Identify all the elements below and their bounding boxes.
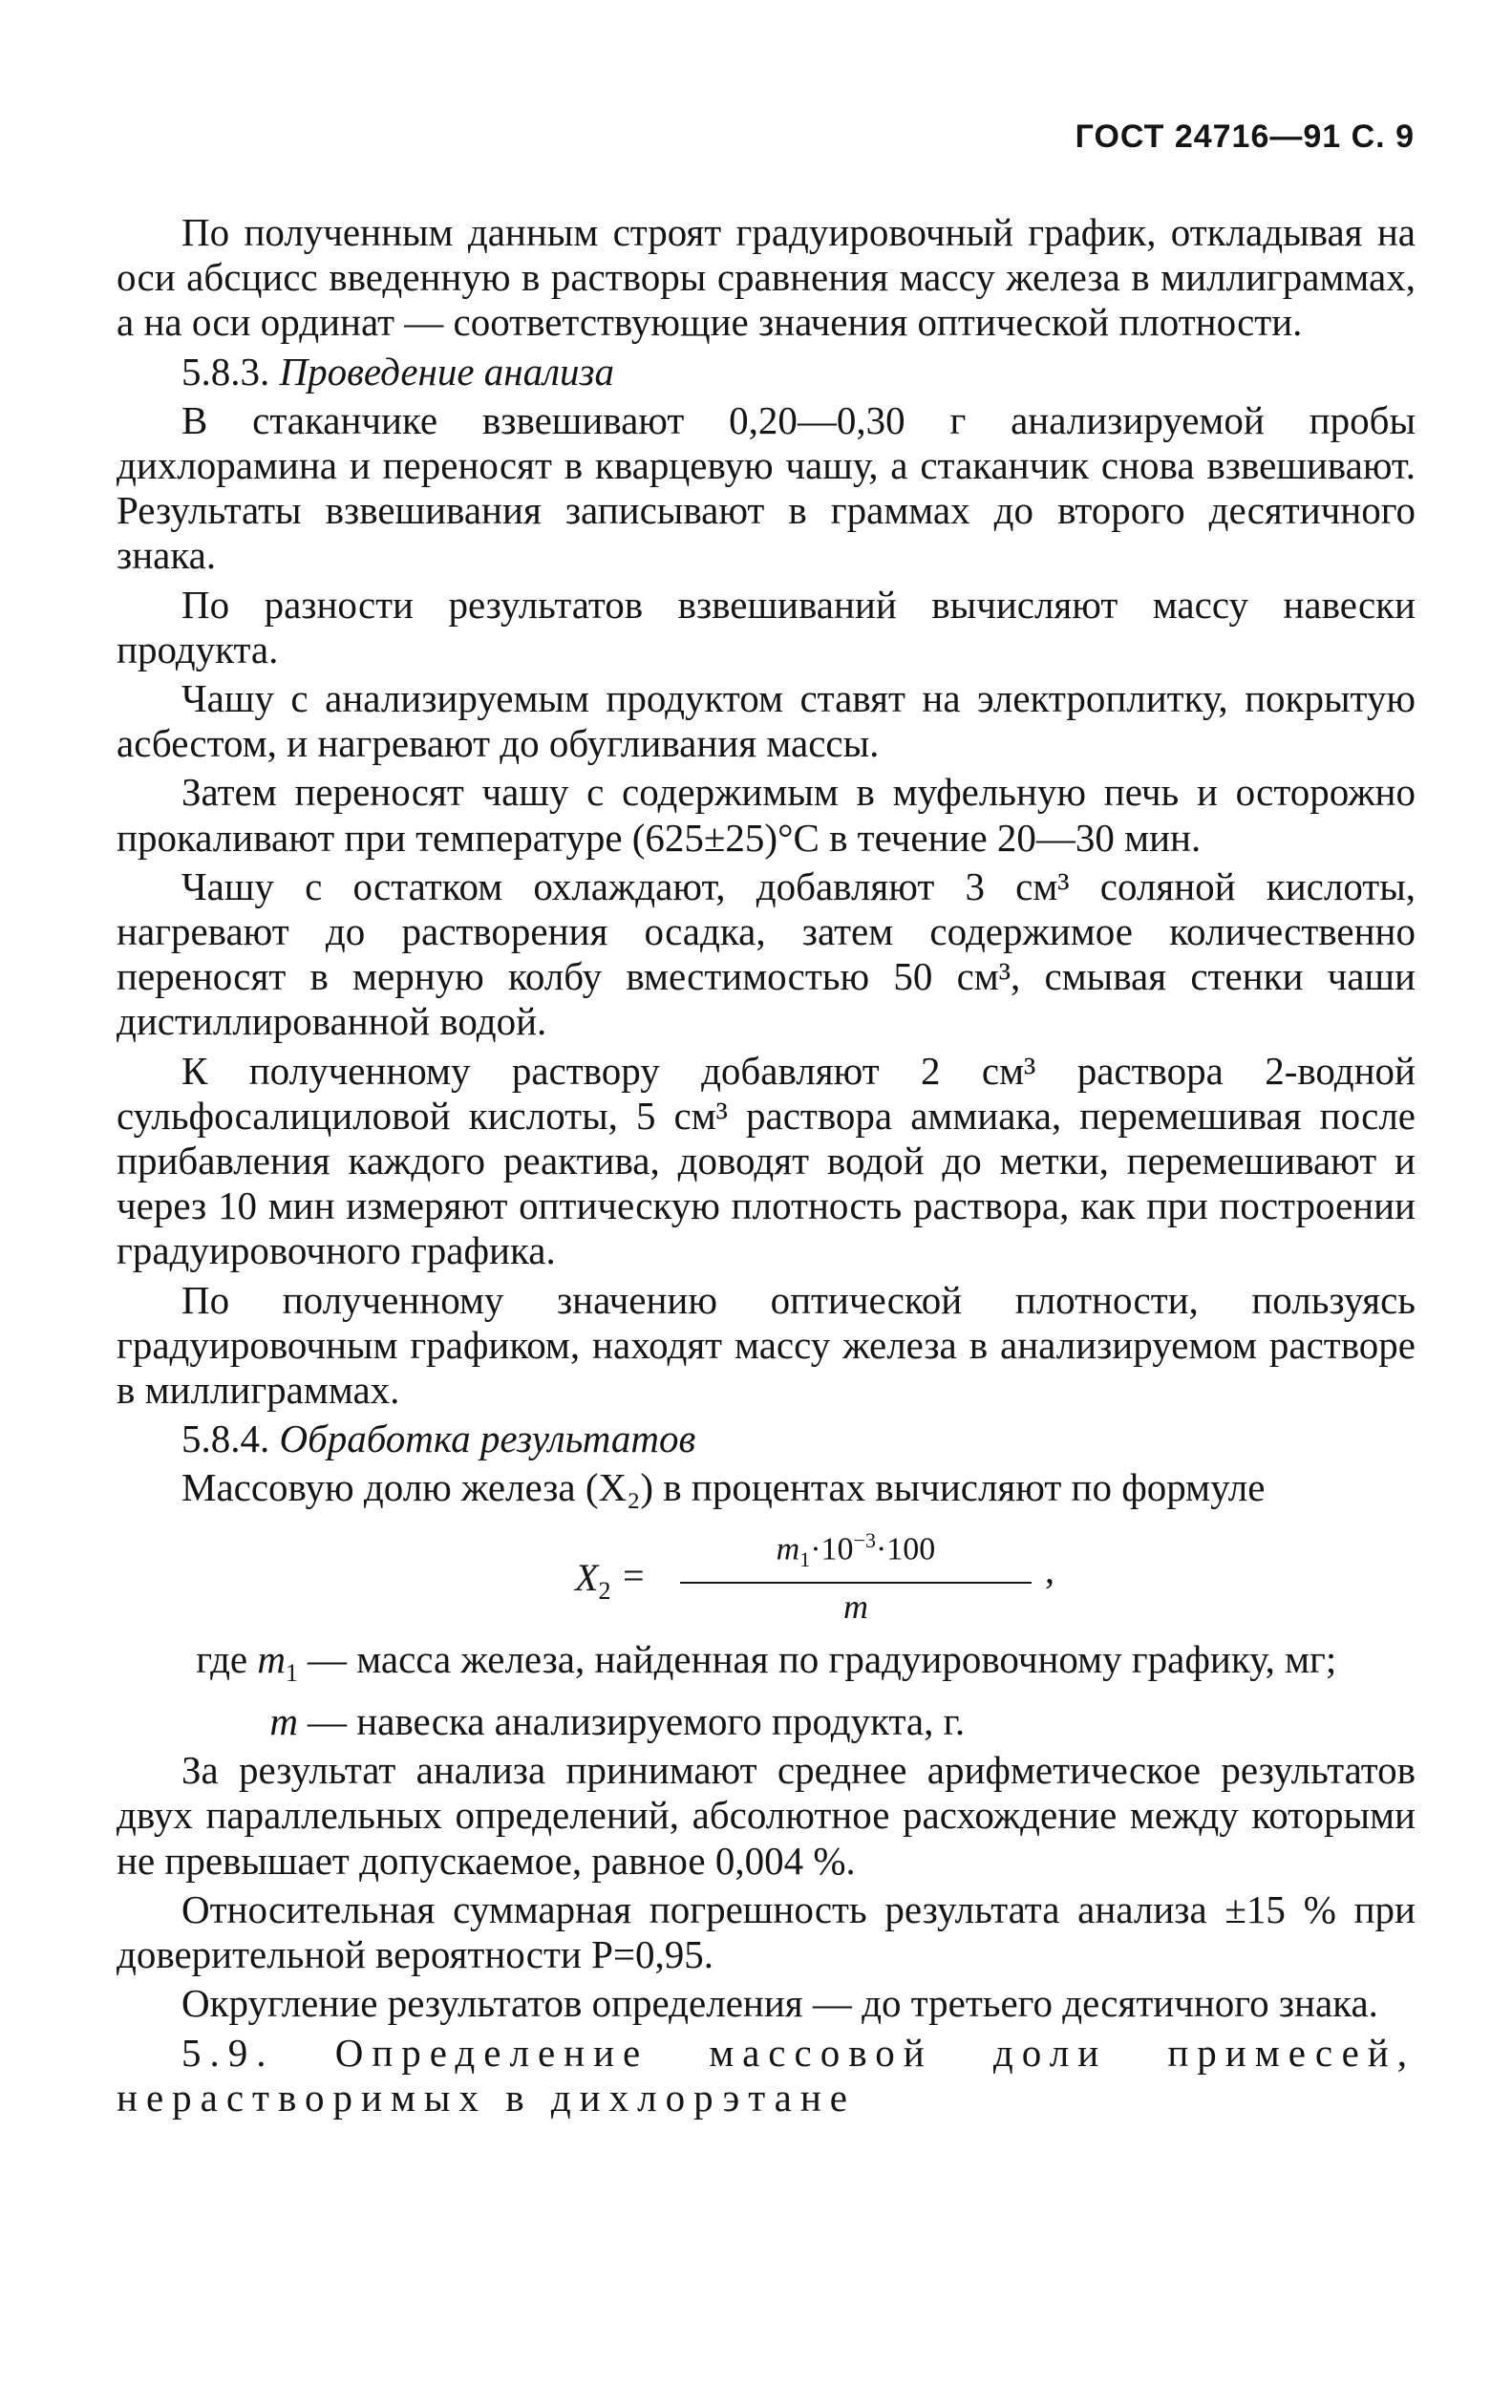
formula-lhs: $X_2$ xyxy=(575,1555,611,1605)
paragraph-formula-intro: Массовую долю железа (X₂) в процентах вычисляют по формуле xyxy=(181,1465,1266,1510)
formula-numerator: $m_1\cdot 10^{-3}\cdot 100$ xyxy=(776,1527,936,1571)
paragraph-result: За результат анализа принимают среднее арифметическое результатов двух параллельных определений, абсолютное расхождение между которыми не превышает допускаемое, равное 0,004 %. xyxy=(117,1748,1416,1883)
paragraph-iron-mass: По полученному значению оптической плотности, пользуясь градуировочным графиком, находят массу железа в анализируемом растворе в миллиграммах. xyxy=(117,1277,1416,1413)
section-heading-5-9: 5.9. Определение массовой доли примесей, нерастворимых в дихлорэтане xyxy=(117,2030,1416,2120)
paragraph-weighing: В стаканчике взвешивают 0,20—0,30 г анализируемой пробы дихлорамина и переносят в кварцевую чашу, а стаканчик снова взвешивают. Результаты взвешивания записывают в граммах до второго десятичного знака. xyxy=(117,397,1416,578)
formula-comma: , xyxy=(1045,1547,1054,1591)
where-symbol-m: m xyxy=(269,1699,298,1744)
formula-x2 xyxy=(117,1519,1416,1633)
section-heading-5-8-3 xyxy=(117,350,1416,394)
section-heading-5-8-4 xyxy=(117,1417,1416,1461)
section-number: 5.8.3. xyxy=(181,349,270,394)
document-body xyxy=(117,210,1416,2124)
section-number: 5.8.4. xyxy=(181,1417,270,1461)
where-m xyxy=(117,1699,1416,1744)
formula-denominator: m xyxy=(843,1587,868,1626)
paragraph-charring: Чашу с анализируемым продуктом ставят на электроплитку, покрытую асбестом, и нагревают до обугливания массы. xyxy=(117,676,1416,766)
section-title: Обработка результатов xyxy=(279,1417,696,1461)
paragraph-calcination: Затем переносят чашу с содержимым в муфельную печь и осторожно прокаливают при температуре (625±25)°С в течение 20—30 мин. xyxy=(117,770,1416,860)
where-m1 xyxy=(117,1637,1416,1695)
paragraph-dissolution: Чашу с остатком охлаждают, добавляют 3 см³ соляной кислоты, нагревают до растворения осадка, затем содержимое количественно переносят в мерную колбу вместимостью 50 см³, смывая стенки чаши дистиллированной водой. xyxy=(117,863,1416,1044)
paragraph-error: Относительная суммарная погрешность результата анализа ±15 % при доверительной вероятности P=0,95. xyxy=(117,1886,1416,1977)
where-definition-m1: — масса железа, найденная по градуировочному графику, мг; xyxy=(308,1636,1337,1681)
paragraph-graph: По полученным данным строят градуировочный график, откладывая на оси абсцисс введенную в растворы сравнения массу железа в миллиграммах, а на оси ординат — соответствующие значения оптической плотности. xyxy=(117,210,1416,345)
paragraph-reagents: К полученному раствору добавляют 2 см³ раствора 2-водной сульфосалициловой кислоты, 5 см³ раствора аммиака, перемешивая после прибавления каждого реактива, доводят водой до метки, перемешивают и через 10 мин измеряют оптическую плотность раствора, как при построении градуировочного графика. xyxy=(117,1048,1416,1273)
section-title: Проведение анализа xyxy=(279,349,615,394)
where-symbol-m1: где $m_1$ xyxy=(196,1636,298,1687)
formula-equals: = xyxy=(623,1553,645,1597)
paragraph-rounding: Округление результатов определения — до третьего десятичного знака. xyxy=(181,1981,1378,2026)
where-definition-m: — навеска анализируемого продукта, г. xyxy=(308,1699,966,1744)
paragraph-sample-mass: По разности результатов взвешиваний вычисляют массу навески продукта. xyxy=(117,582,1416,671)
formula-fraction xyxy=(669,1519,1043,1630)
page-header: ГОСТ 24716—91 С. 9 xyxy=(1075,118,1415,155)
